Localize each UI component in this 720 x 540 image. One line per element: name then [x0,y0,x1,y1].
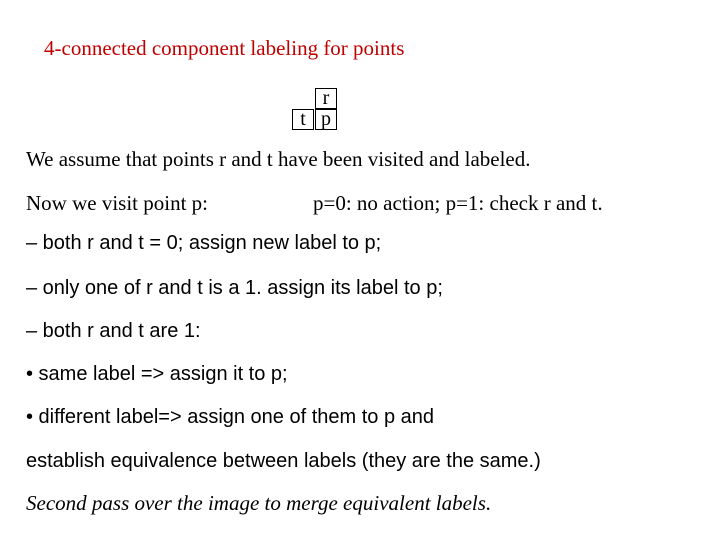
rule-both-zero: – both r and t = 0; assign new label to p; [26,232,382,254]
current-cell-p: p [315,109,337,130]
second-pass-text: Second pass over the image to merge equivalent labels. [26,491,492,515]
slide-title: 4-connected component labeling for points [44,36,405,60]
rule-only-one: – only one of r and t is a 1. assign its label to p; [26,277,443,299]
assumption-text: We assume that points r and t have been visited and labeled. [26,147,531,171]
neighbor-cell-r: r [315,88,337,109]
visit-text: Now we visit point p: [26,191,208,215]
neighbor-cell-t: t [292,109,314,130]
rule-same-label: • same label => assign it to p; [26,363,288,385]
actions-text: p=0: no action; p=1: check r and t. [313,191,603,215]
rule-both-one: – both r and t are 1: [26,320,201,342]
rule-different-label: • different label=> assign one of them to p and [26,406,435,428]
rule-equivalence: establish equivalence between labels (they are the same.) [26,450,541,472]
